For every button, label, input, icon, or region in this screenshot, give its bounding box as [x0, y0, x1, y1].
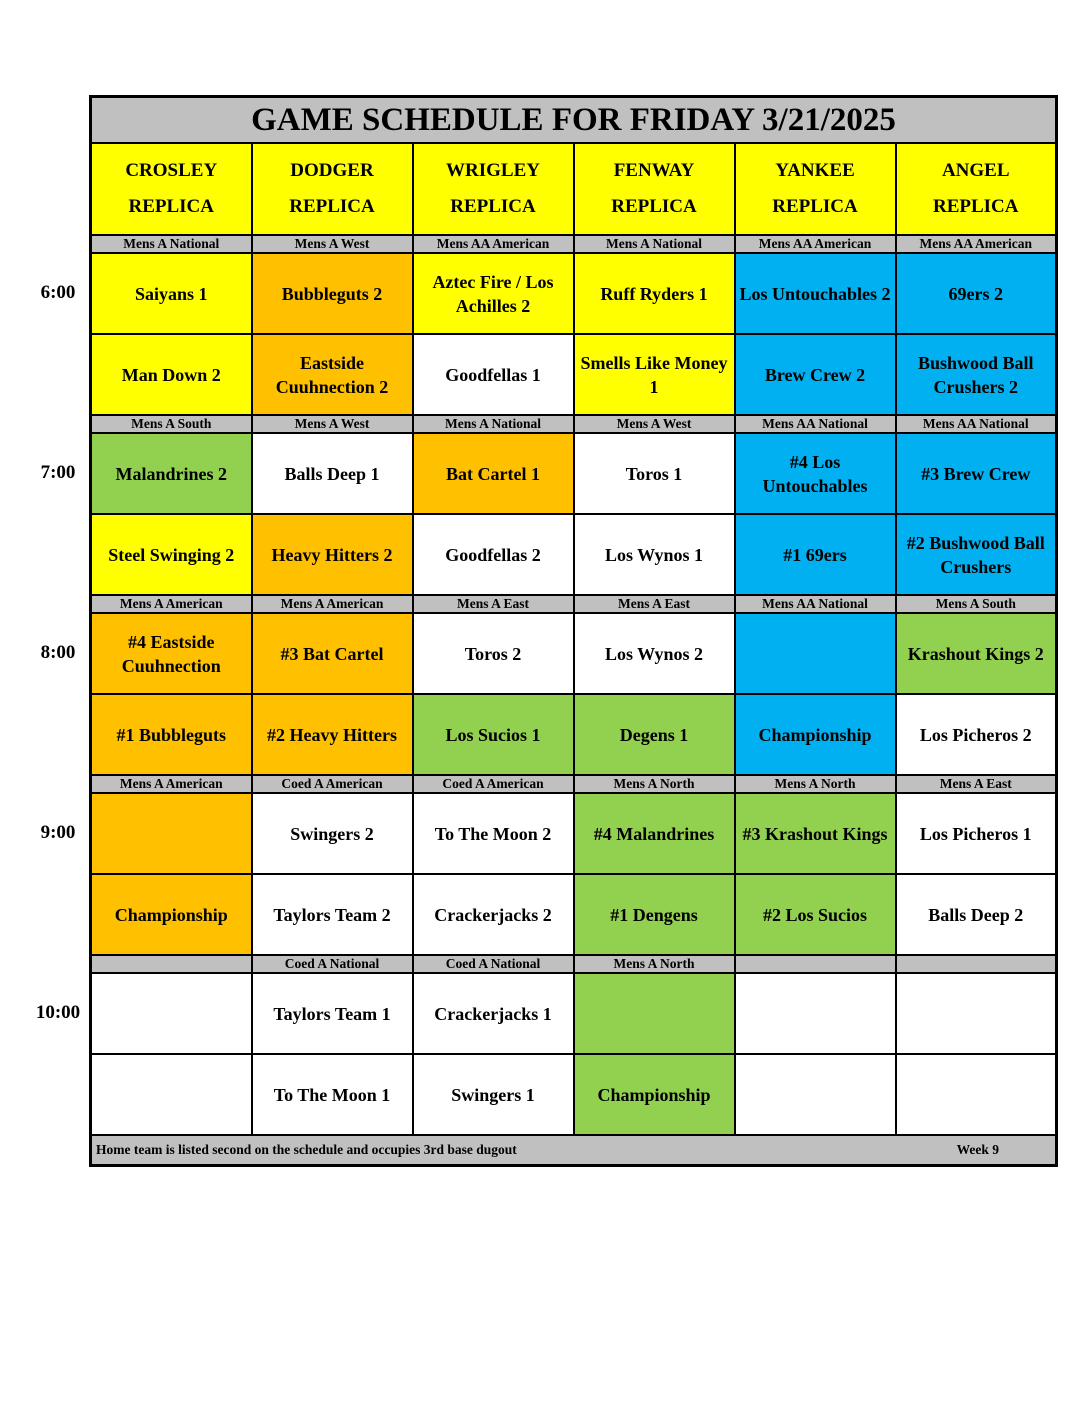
team-cell: #1 Dengens: [574, 874, 735, 955]
field-header-row: [91, 143, 1057, 235]
field-header: [413, 143, 574, 235]
team-cell: #3 Bat Cartel: [252, 613, 413, 694]
field-name: WRIGLEY: [446, 160, 540, 181]
title-row: [91, 97, 1057, 144]
field-name: DODGER: [290, 160, 374, 181]
team-cell: Krashout Kings 2: [896, 613, 1057, 694]
time-label: 9:00: [40, 821, 76, 843]
team-cell: To The Moon 1: [252, 1054, 413, 1135]
division-label: Mens A West: [252, 415, 413, 433]
division-label: [735, 955, 896, 973]
team-cell: Eastside Cuuhnection 2: [252, 334, 413, 415]
footer-row: [91, 1135, 1057, 1166]
schedule-title: GAME SCHEDULE FOR FRIDAY 3/21/2025: [91, 97, 1057, 144]
field-name: ANGEL: [941, 160, 1010, 181]
team-cell: Ruff Ryders 1: [574, 253, 735, 334]
team-cell: Toros 1: [574, 433, 735, 514]
team-cell: [896, 973, 1057, 1054]
team-cell: Steel Swinging 2: [91, 514, 252, 595]
division-row: [91, 595, 1057, 613]
field-name: FENWAY: [613, 160, 695, 181]
team-cell: [91, 973, 252, 1054]
division-label: Mens A American: [252, 595, 413, 613]
team-cell: Los Picheros 1: [896, 793, 1057, 874]
team-cell: Man Down 2: [91, 334, 252, 415]
division-label: Mens AA American: [896, 235, 1057, 253]
division-label: Coed A National: [413, 955, 574, 973]
game-schedule-table: [89, 95, 1058, 1167]
team-cell: Los Sucios 1: [413, 694, 574, 775]
team-cell: Goodfellas 1: [413, 334, 574, 415]
game-row-first: [91, 973, 1057, 1054]
division-row: [91, 955, 1057, 973]
team-cell: Crackerjacks 1: [413, 973, 574, 1054]
team-cell: Los Untouchables 2: [735, 253, 896, 334]
game-row-second: [91, 514, 1057, 595]
division-row: [91, 235, 1057, 253]
division-label: Mens A West: [252, 235, 413, 253]
division-label: Mens AA American: [735, 235, 896, 253]
team-cell: [91, 793, 252, 874]
team-cell: [574, 973, 735, 1054]
team-cell: Swingers 2: [252, 793, 413, 874]
division-label: [896, 955, 1057, 973]
team-cell: #4 Malandrines: [574, 793, 735, 874]
division-label: Mens AA National: [735, 415, 896, 433]
division-label: Mens A East: [896, 775, 1057, 793]
field-subtitle: REPLICA: [932, 196, 1019, 217]
division-label: Mens A North: [574, 955, 735, 973]
division-label: Mens AA National: [896, 415, 1057, 433]
game-row-second: [91, 694, 1057, 775]
division-label: Coed A National: [252, 955, 413, 973]
team-cell: Heavy Hitters 2: [252, 514, 413, 595]
division-label: Mens A North: [735, 775, 896, 793]
time-label: 7:00: [40, 461, 76, 483]
team-cell: #2 Bushwood Ball Crushers: [896, 514, 1057, 595]
division-label: Mens A East: [413, 595, 574, 613]
field-subtitle: REPLICA: [450, 196, 536, 217]
division-label: Mens A West: [574, 415, 735, 433]
field-name: YANKEE: [775, 160, 855, 181]
division-label: Mens A National: [91, 235, 252, 253]
field-subtitle: REPLICA: [611, 196, 697, 217]
division-label: Coed A American: [252, 775, 413, 793]
team-cell: Saiyans 1: [91, 253, 252, 334]
division-label: Coed A American: [413, 775, 574, 793]
division-label: Mens A North: [574, 775, 735, 793]
team-cell: Malandrines 2: [91, 433, 252, 514]
team-cell: [735, 613, 896, 694]
game-row-second: [91, 1054, 1057, 1135]
division-label: Mens A East: [574, 595, 735, 613]
game-row-first: [91, 253, 1057, 334]
division-label: Mens A National: [413, 415, 574, 433]
team-cell: #1 Bubbleguts: [91, 694, 252, 775]
team-cell: To The Moon 2: [413, 793, 574, 874]
team-cell: Balls Deep 2: [896, 874, 1057, 955]
team-cell: Bubbleguts 2: [252, 253, 413, 334]
field-subtitle: REPLICA: [772, 196, 858, 217]
team-cell: Swingers 1: [413, 1054, 574, 1135]
team-cell: Smells Like Money 1: [574, 334, 735, 415]
team-cell: Championship: [735, 694, 896, 775]
home-team-note: Home team is listed second on the schedule and occupies 3rd base dugout: [96, 1142, 517, 1157]
team-cell: Championship: [91, 874, 252, 955]
team-cell: Taylors Team 2: [252, 874, 413, 955]
division-label: [91, 955, 252, 973]
team-cell: #4 Eastside Cuuhnection: [91, 613, 252, 694]
team-cell: Balls Deep 1: [252, 433, 413, 514]
time-label: 8:00: [40, 641, 76, 663]
team-cell: [896, 1054, 1057, 1135]
team-cell: Taylors Team 1: [252, 973, 413, 1054]
team-cell: Los Picheros 2: [896, 694, 1057, 775]
team-cell: Crackerjacks 2: [413, 874, 574, 955]
field-header: [896, 143, 1057, 235]
time-label: 6:00: [40, 281, 76, 303]
team-cell: #4 Los Untouchables: [735, 433, 896, 514]
division-row: [91, 415, 1057, 433]
team-cell: Brew Crew 2: [735, 334, 896, 415]
team-cell: 69ers 2: [896, 253, 1057, 334]
field-header: [91, 143, 252, 235]
team-cell: Championship: [574, 1054, 735, 1135]
field-header: [252, 143, 413, 235]
division-row: [91, 775, 1057, 793]
field-name: CROSLEY: [125, 160, 218, 181]
team-cell: Toros 2: [413, 613, 574, 694]
field-header: [574, 143, 735, 235]
team-cell: #1 69ers: [735, 514, 896, 595]
division-label: Mens A South: [896, 595, 1057, 613]
team-cell: #3 Brew Crew: [896, 433, 1057, 514]
team-cell: Goodfellas 2: [413, 514, 574, 595]
team-cell: Los Wynos 1: [574, 514, 735, 595]
team-cell: [735, 973, 896, 1054]
team-cell: Degens 1: [574, 694, 735, 775]
game-row-first: [91, 613, 1057, 694]
game-row-second: [91, 334, 1057, 415]
field-subtitle: REPLICA: [128, 196, 214, 217]
game-row-first: [91, 433, 1057, 514]
team-cell: [91, 1054, 252, 1135]
team-cell: Aztec Fire / Los Achilles 2: [413, 253, 574, 334]
week-label: Week 9: [956, 1142, 999, 1157]
division-label: Mens A South: [91, 415, 252, 433]
division-label: Mens A National: [574, 235, 735, 253]
team-cell: #3 Krashout Kings: [735, 793, 896, 874]
team-cell: [735, 1054, 896, 1135]
footer-cell: [91, 1135, 1057, 1166]
team-cell: Bat Cartel 1: [413, 433, 574, 514]
division-label: Mens A American: [91, 775, 252, 793]
team-cell: Los Wynos 2: [574, 613, 735, 694]
division-label: Mens A American: [91, 595, 252, 613]
game-row-second: [91, 874, 1057, 955]
field-subtitle: REPLICA: [289, 196, 375, 217]
team-cell: #2 Los Sucios: [735, 874, 896, 955]
team-cell: Bushwood Ball Crushers 2: [896, 334, 1057, 415]
team-cell: #2 Heavy Hitters: [252, 694, 413, 775]
field-header: [735, 143, 896, 235]
game-row-first: [91, 793, 1057, 874]
division-label: Mens AA American: [413, 235, 574, 253]
time-label: 10:00: [35, 1001, 81, 1023]
division-label: Mens AA National: [735, 595, 896, 613]
